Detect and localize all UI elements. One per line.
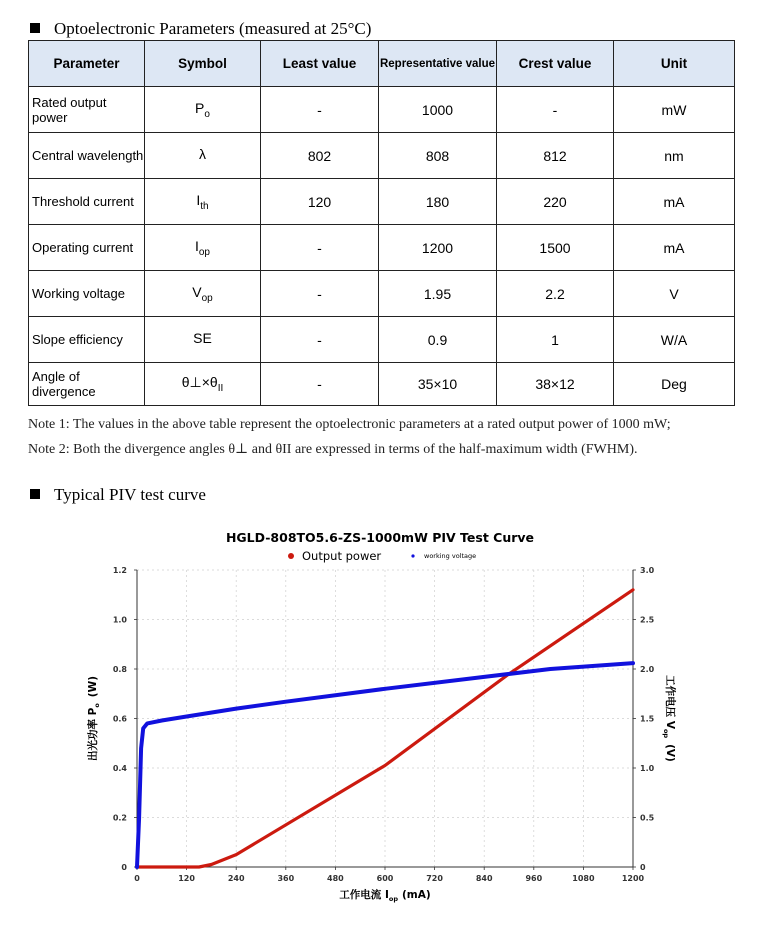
symbol-subscript: op [201, 292, 213, 304]
y-right-tick-label: 0 [640, 863, 646, 872]
section-heading-piv [30, 485, 206, 505]
column-header: Crest value [497, 41, 614, 87]
crest-value-cell: 2.2 [497, 271, 614, 317]
symbol-cell [145, 133, 261, 179]
unit-cell: Deg [614, 363, 735, 406]
parameters-table [28, 40, 735, 406]
representative-value-cell: 808 [379, 133, 497, 179]
x-axis-label-base: 工作电流 I [339, 889, 389, 901]
least-value-cell: - [261, 87, 379, 133]
legend-label-output-power: Output power [302, 549, 382, 563]
x-axis-label-unit: (mA) [402, 889, 431, 901]
column-header: Unit [614, 41, 735, 87]
piv-chart [80, 525, 690, 910]
section-heading-optoelectronic [30, 19, 371, 39]
y-left-tick-label: 0 [121, 863, 127, 872]
y-axis-right-label [662, 675, 677, 762]
y-right-tick-label: 2.5 [640, 615, 655, 625]
crest-value-cell: 812 [497, 133, 614, 179]
y-axis-right-label-base: 工作电压 V [664, 675, 676, 729]
parameter-cell: Operating current [29, 225, 145, 271]
representative-value-cell: 0.9 [379, 317, 497, 363]
y-axis-left-label-unit: (W) [87, 675, 99, 698]
least-value-cell: - [261, 225, 379, 271]
unit-cell: W/A [614, 317, 735, 363]
symbol-subscript: th [200, 200, 209, 212]
legend-marker-output-power [288, 553, 294, 559]
y-left-tick-label: 0.4 [112, 764, 127, 773]
least-value-cell: - [261, 271, 379, 317]
x-tick-label: 240 [227, 874, 245, 883]
representative-value-cell: 1000 [379, 87, 497, 133]
crest-value-cell: 1 [497, 317, 614, 363]
least-value-cell: 802 [261, 133, 379, 179]
x-tick-label: 840 [475, 874, 493, 883]
chart-title: HGLD-808TO5.6-ZS-1000mW PIV Test Curve [225, 530, 535, 545]
table-header-row [29, 41, 735, 87]
representative-value-cell: 35×10 [379, 363, 497, 406]
symbol-cell [145, 317, 261, 363]
x-tick-label: 600 [376, 874, 394, 883]
column-header: Parameter [29, 41, 145, 87]
table-row [29, 179, 735, 225]
y-axis-right-label-sub: op [662, 728, 670, 739]
symbol-base: λ [199, 145, 206, 162]
least-value-cell: - [261, 317, 379, 363]
x-tick-label: 960 [525, 874, 543, 883]
parameter-cell: Rated output power [29, 87, 145, 133]
x-tick-label: 360 [277, 874, 295, 883]
y-left-tick-label: 0.8 [112, 665, 127, 674]
unit-cell: V [614, 271, 735, 317]
y-axis-left-label [86, 676, 101, 761]
x-tick-label: 480 [327, 874, 344, 883]
symbol-subscript: op [198, 246, 210, 258]
unit-cell: mA [614, 225, 735, 271]
representative-value-cell: 180 [379, 179, 497, 225]
crest-value-cell: 38×12 [497, 363, 614, 406]
table-row [29, 363, 735, 406]
crest-value-cell: 1500 [497, 225, 614, 271]
x-axis-label-sub: op [388, 895, 399, 903]
parameter-cell: Threshold current [29, 179, 145, 225]
table-row [29, 317, 735, 363]
y-right-tick-label: 1.0 [640, 764, 655, 773]
parameter-cell: Angle of divergence [29, 363, 145, 406]
section-heading-text: Typical PIV test curve [54, 485, 206, 504]
legend-label-working-voltage: working voltage [424, 552, 477, 560]
table-row [29, 271, 735, 317]
unit-cell: mW [614, 87, 735, 133]
table-row [29, 133, 735, 179]
column-header: Representative value [379, 41, 497, 87]
parameter-cell: Slope efficiency [29, 317, 145, 363]
symbol-base: P [195, 99, 205, 116]
x-tick-label: 720 [426, 874, 443, 883]
crest-value-cell: 220 [497, 179, 614, 225]
y-right-tick-label: 3.0 [640, 566, 655, 575]
column-header: Symbol [145, 41, 261, 87]
y-right-tick-label: 0.5 [640, 813, 655, 823]
x-axis-label [339, 888, 430, 903]
note-2: Note 2: Both the divergence angles θ⊥ and θII are expressed in terms of the half-maximum width (FWHM). [28, 442, 638, 457]
crest-value-cell: - [497, 87, 614, 133]
symbol-base: V [192, 283, 202, 300]
least-value-cell: 120 [261, 179, 379, 225]
unit-cell: nm [614, 133, 735, 179]
y-left-tick-label: 0.6 [112, 714, 127, 724]
legend-marker-working-voltage [411, 554, 414, 557]
bullet-square-icon [30, 489, 40, 499]
symbol-base: SE [193, 329, 212, 346]
symbol-cell [145, 271, 261, 317]
x-tick-label: 120 [178, 874, 195, 883]
section-heading-text: Optoelectronic Parameters (measured at 25°C) [54, 19, 372, 38]
symbol-cell [145, 363, 261, 406]
unit-cell: mA [614, 179, 735, 225]
y-axis-right-label-unit: (V) [664, 744, 676, 762]
y-axis-left-label-sub: o [93, 703, 101, 708]
x-tick-label: 1200 [621, 874, 645, 883]
symbol-subscript: II [217, 382, 224, 394]
y-left-tick-label: 0.2 [112, 813, 127, 823]
symbol-subscript: o [204, 108, 210, 120]
symbol-base: θ⊥×θ [181, 374, 218, 391]
symbol-base: I [194, 237, 199, 254]
least-value-cell: - [261, 363, 379, 406]
symbol-base: I [196, 191, 201, 208]
parameter-cell: Working voltage [29, 271, 145, 317]
column-header: Least value [261, 41, 379, 87]
y-left-tick-label: 1.2 [112, 566, 127, 575]
representative-value-cell: 1.95 [379, 271, 497, 317]
table-row [29, 87, 735, 133]
y-right-tick-label: 1.5 [640, 714, 655, 724]
y-axis-left-label-base: 出光功率 P [87, 707, 99, 762]
x-tick-label: 0 [134, 874, 140, 883]
symbol-cell [145, 179, 261, 225]
bullet-square-icon [30, 23, 40, 33]
note-1: Note 1: The values in the above table represent the optoelectronic parameters at a rated output power of 1000 mW; [28, 417, 671, 432]
table-row [29, 225, 735, 271]
x-tick-label: 1080 [572, 874, 595, 883]
symbol-cell [145, 87, 261, 133]
y-right-tick-label: 2.0 [640, 665, 655, 674]
y-left-tick-label: 1.0 [112, 615, 127, 625]
representative-value-cell: 1200 [379, 225, 497, 271]
parameter-cell: Central wavelength [29, 133, 145, 179]
symbol-cell [145, 225, 261, 271]
